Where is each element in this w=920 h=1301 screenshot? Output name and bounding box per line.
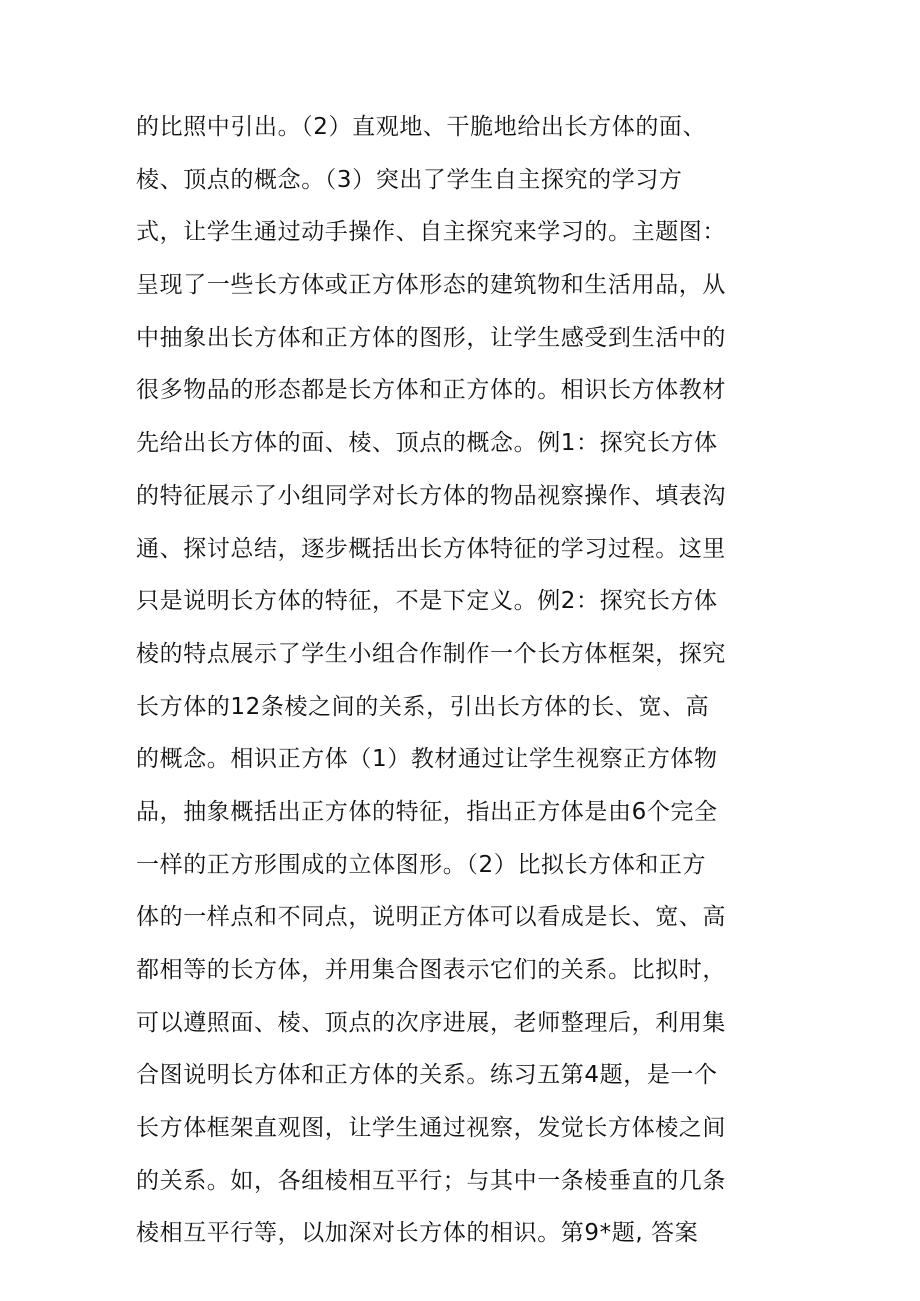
text-line: 通、探讨总结，逐步概括出长方体特征的学习过程。这里 — [136, 535, 726, 562]
text-line: 体的一样点和不同点，说明正方体可以看成是长、宽、高 — [136, 904, 726, 931]
text-line: 合图说明长方体和正方体的关系。练习五第4题，是一个 — [136, 1062, 718, 1089]
text-line: 长方体的12条棱之间的关系，引出长方体的长、宽、高 — [136, 693, 710, 720]
text-line: 棱、顶点的概念。（3）突出了学生自主探究的学习方 — [136, 166, 683, 193]
text-line: 很多物品的形态都是长方体和正方体的。相识长方体教材 — [136, 377, 726, 404]
text-line: 的概念。相识正方体（1）教材通过让学生视察正方体物 — [136, 746, 718, 773]
text-line: 呈现了一些长方体或正方体形态的建筑物和生活用品，从 — [136, 272, 726, 299]
body-paragraph — [136, 101, 796, 1260]
text-line: 都相等的长方体，并用集合图表示它们的关系。比拟时， — [136, 957, 726, 983]
text-line: 可以遵照面、棱、顶点的次序进展，老师整理后，利用集 — [136, 1009, 726, 1036]
text-line: 中抽象出长方体和正方体的图形，让学生感受到生活中的 — [136, 324, 726, 351]
text-line: 棱的特点展示了学生小组合作制作一个长方体框架，探究 — [136, 640, 726, 667]
text-line: 品，抽象概括出正方体的特征，指出正方体是由6个完全 — [136, 798, 718, 825]
text-line: 只是说明长方体的特征，不是下定义。例2：探究长方体 — [136, 588, 718, 615]
text-line: 先给出长方体的面、棱、顶点的概念。例1：探究长方体 — [136, 430, 718, 457]
text-line: 的关系。如，各组棱相互平行；与其中一条棱垂直的几条 — [136, 1167, 726, 1194]
text-line: 一样的正方形围成的立体图形。（2）比拟长方体和正方 — [136, 851, 707, 878]
text-line: 式，让学生通过动手操作、自主探究来学习的。主题图： — [136, 219, 726, 246]
text-line: 的特征展示了小组同学对长方体的物品视察操作、填表沟 — [136, 482, 726, 509]
text-line: 棱相互平行等，以加深对长方体的相识。第9*题, 答案 — [136, 1220, 699, 1247]
text-line: 长方体框架直观图，让学生通过视察，发觉长方体棱之间 — [136, 1115, 726, 1142]
text-line: 的比照中引出。（2）直观地、干脆地给出长方体的面、 — [136, 114, 707, 140]
